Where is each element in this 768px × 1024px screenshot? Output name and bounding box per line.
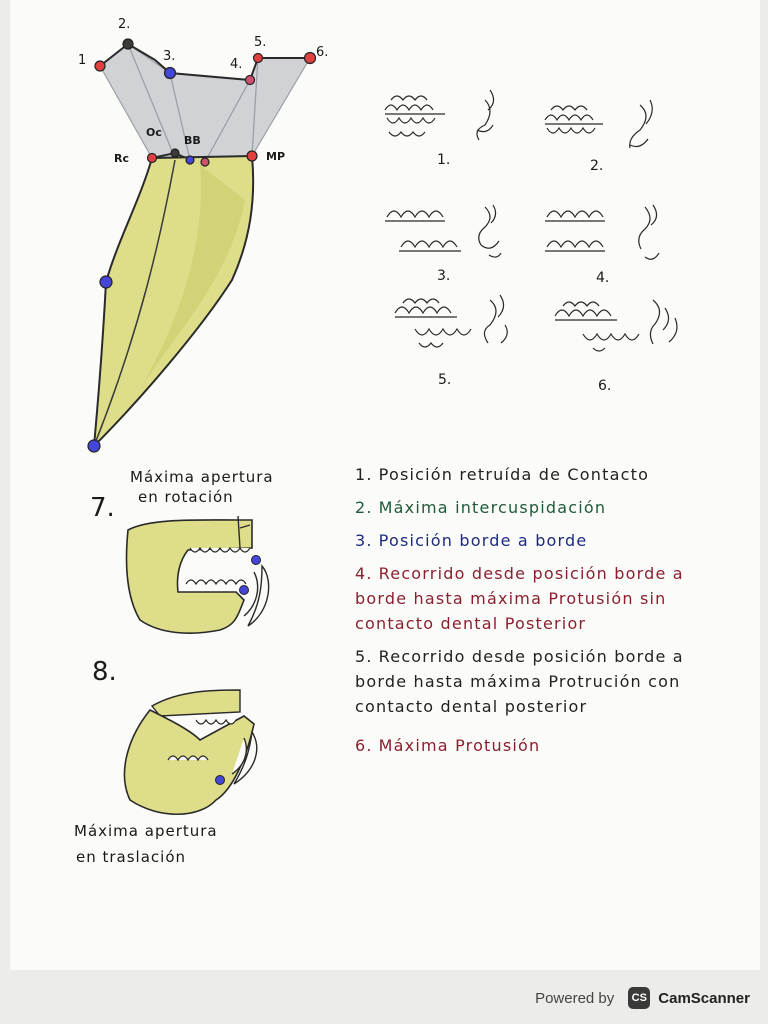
- legend-num: 3.: [355, 531, 373, 550]
- label-bb: BB: [184, 134, 201, 147]
- translation-caption-line1: Máxima apertura: [74, 822, 218, 840]
- label-point-3: 3.: [163, 49, 176, 64]
- point-5: [254, 54, 263, 63]
- point-4: [246, 76, 255, 85]
- sketch-4: [545, 205, 659, 259]
- sketch-label-2: 2.: [590, 158, 604, 174]
- figure-number-7: 7.: [90, 493, 115, 523]
- jaw-translation-figure: [124, 690, 256, 814]
- translation-caption-line2: en traslación: [76, 848, 187, 866]
- sketch-2: [545, 100, 652, 148]
- point-mp: [247, 151, 257, 161]
- legend-num: 2.: [355, 498, 373, 517]
- label-rc: Rc: [114, 152, 129, 165]
- label-point-6: 6.: [316, 45, 329, 60]
- point-max-translation: [88, 440, 100, 452]
- point-rc: [148, 154, 157, 163]
- legend-text: Máxima intercuspidación: [378, 498, 607, 517]
- point-bb: [186, 156, 194, 164]
- legend-item-4: [355, 561, 735, 636]
- occlusion-labels: [437, 152, 611, 394]
- point-3: [165, 68, 176, 79]
- band-5-6: [252, 58, 310, 156]
- legend-text: Máxima Protusión: [378, 736, 541, 755]
- jaw-rotation-figure: [127, 516, 269, 633]
- legend-item-3: [355, 528, 735, 553]
- label-mp: MP: [266, 150, 286, 163]
- label-oc: Oc: [146, 126, 162, 139]
- point-bb2: [201, 158, 209, 166]
- legend-num: 4.: [355, 564, 373, 583]
- legend-item-1: [355, 462, 735, 487]
- occlusion-sketches: [385, 90, 677, 351]
- sketch-3: [385, 205, 501, 257]
- legend-text: Recorrido desde posición borde a borde hasta máxima Protrución con contacto dental posterior: [355, 647, 684, 716]
- point-oc: [171, 149, 179, 157]
- sketch-5: [395, 295, 507, 347]
- legend-item-5: [355, 644, 735, 719]
- point-6: [305, 53, 316, 64]
- movement-legend: [355, 462, 735, 766]
- sketch-label-1: 1.: [437, 152, 451, 168]
- camscanner-footer: [535, 984, 750, 1012]
- point-2: [123, 39, 133, 49]
- envelope-bands: [100, 44, 310, 162]
- sketch-label-3: 3.: [437, 268, 451, 284]
- legend-text: Posición borde a borde: [378, 531, 588, 550]
- label-point-4: 4.: [230, 57, 243, 72]
- sketch-label-6: 6.: [598, 378, 612, 394]
- legend-text: Posición retruída de Contacto: [378, 465, 650, 484]
- label-point-5: 5.: [254, 35, 267, 50]
- legend-num: 6.: [355, 736, 373, 755]
- sketch-6: [555, 300, 677, 351]
- label-point-1: 1: [78, 53, 87, 68]
- powered-by-text: Powered by: [535, 989, 615, 1007]
- legend-num: 5.: [355, 647, 373, 666]
- legend-item-2: [355, 495, 735, 520]
- sketch-1: [385, 90, 494, 140]
- point-max-rotation: [100, 276, 112, 288]
- legend-item-6: [355, 733, 735, 758]
- camscanner-brand: CamScanner: [658, 989, 750, 1007]
- sketch-label-5: 5.: [438, 372, 452, 388]
- figure-number-8: 8.: [92, 657, 117, 687]
- legend-num: 1.: [355, 465, 373, 484]
- camscanner-logo-icon: CS: [628, 987, 650, 1009]
- rotation-caption-line1: Máxima apertura: [130, 468, 274, 486]
- point-1: [95, 61, 105, 71]
- sketch-label-4: 4.: [596, 270, 610, 286]
- label-point-2: 2.: [118, 17, 131, 32]
- rotation-caption-line2: en rotación: [138, 488, 234, 506]
- legend-text: Recorrido desde posición borde a borde hasta máxima Protusión sin contacto dental Posterior: [355, 564, 684, 633]
